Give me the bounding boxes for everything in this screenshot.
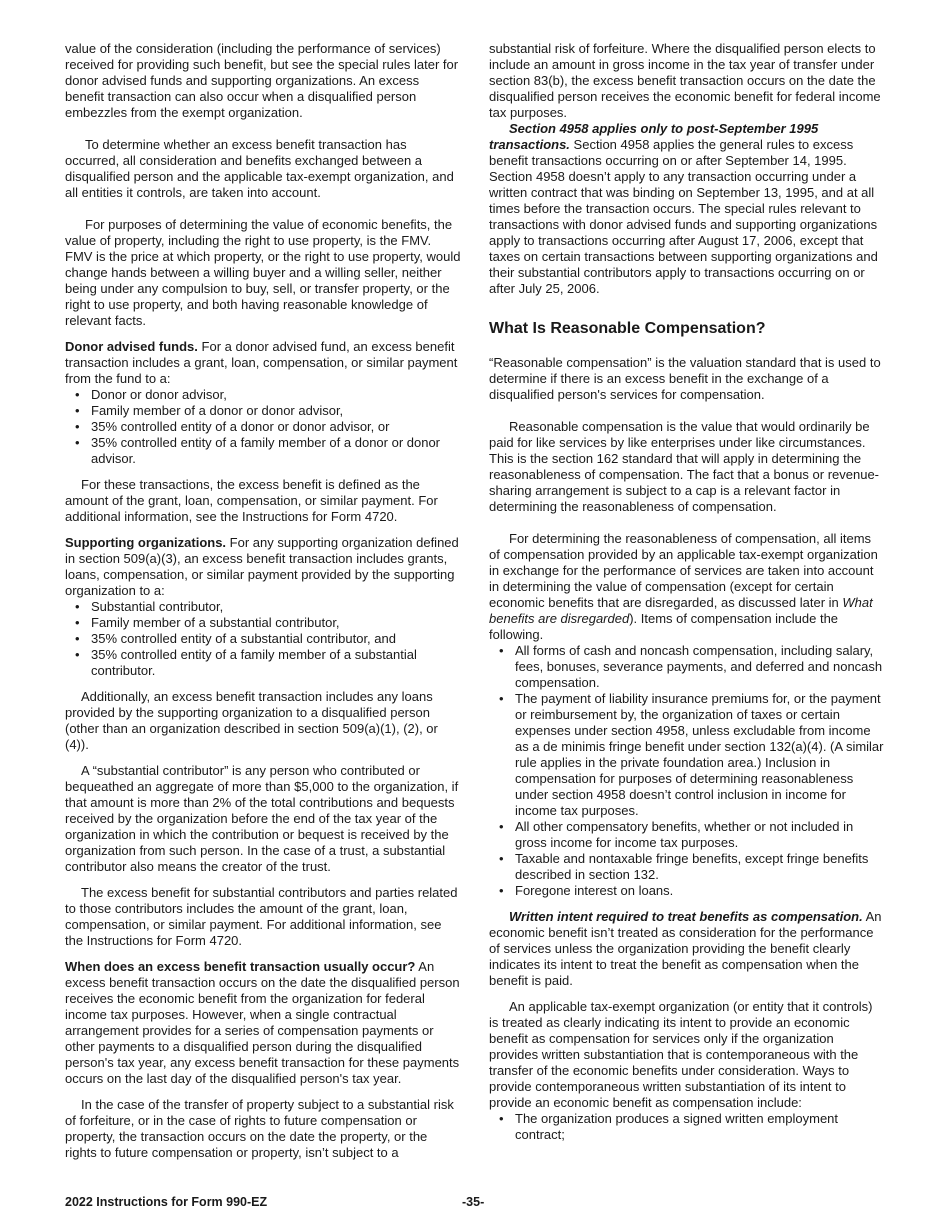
list-item: • All other compensatory benefits, whether or not included in gross income for income tax purposes.	[489, 819, 885, 851]
paragraph: A “substantial contributor” is any person who contributed or bequeathed an aggregate of more than $5,000 to the organization, if that amount is more than 2% of the total contributions and bequests received by the organization before the end of the tax year of the organization in which the contribution or bequest is received by the organization from such person. In the case of a trust, a substantial contributor also means the creator of the trust.	[65, 763, 459, 874]
list-item: • 35% controlled entity of a family member of a substantial contributor.	[65, 647, 461, 679]
list-item: • 35% controlled entity of a substantial contributor, and	[65, 631, 461, 647]
run-in-heading: Written intent required to treat benefits as compensation.	[509, 909, 863, 924]
paragraph: “Reasonable compensation” is the valuation standard that is used to determine if there is an excess benefit in the exchange of a disqualified person's services for compensation.	[489, 355, 881, 402]
page-number: -35-	[462, 1195, 485, 1209]
list-item: • Donor or donor advisor,	[65, 387, 461, 403]
list-item: • Family member of a substantial contributor,	[65, 615, 461, 631]
list-item: • Foregone interest on loans.	[489, 883, 885, 899]
paragraph: The excess benefit for substantial contributors and parties related to those contributors includes the amount of the grant, loan, compensation, or similar payment. For additional information, see the Instructions for Form 4720.	[65, 885, 458, 948]
paragraph-written-intent	[489, 909, 885, 989]
section-heading: What Is Reasonable Compensation?	[489, 320, 766, 337]
bullet-list	[489, 1111, 885, 1143]
paragraph: For these transactions, the excess benefit is defined as the amount of the grant, loan, compensation, or similar payment. For additional information, see the Instructions for Form 4720.	[65, 477, 438, 524]
run-in-heading: Supporting organizations.	[65, 535, 227, 550]
bullet-list	[65, 599, 461, 679]
paragraph-donor-advised-funds	[65, 339, 461, 387]
paragraph-text: Section 4958 applies the general rules to excess benefit transactions occurring on or after September 14, 1995. Section 4958 doesn’t apply to any transaction occurring under a written contract that was binding on September 13, 1995, and at all times before the transaction occurs. The special rules relevant to transactions with donor advised funds and supporting organizations apply to transactions occurring after August 17, 2006, except that taxes on certain transactions between supporting organizations and their substantial contributors apply to transactions occurring on or after July 25, 2006.	[489, 137, 878, 296]
list-item: • 35% controlled entity of a donor or donor advisor, or	[65, 419, 461, 435]
bullet-list	[65, 387, 461, 467]
run-in-heading: When does an excess benefit transaction usually occur?	[65, 959, 416, 974]
paragraph-supporting-organizations	[65, 535, 461, 599]
paragraph-section-4958	[489, 121, 885, 297]
list-item: • The payment of liability insurance premiums for, or the payment or reimbursement by, the organization of taxes or certain expenses under section 4958, unless excludable from income as a de minimis fringe benefit under section 132(a)(4). (A similar rule applies in the private foundation area.) Inclusion in compensation for purposes of determining reasonableness under section 4958 doesn’t control inclusion in income for income tax purposes.	[489, 691, 885, 819]
list-item: • The organization produces a signed written employment contract;	[489, 1111, 885, 1143]
paragraph-text: For any supporting organization defined in section 509(a)(3), an excess benefit transaction includes grants, loans, compensation, or similar payment provided by the supporting organization to a:	[65, 535, 459, 598]
paragraph-items-of-compensation	[489, 531, 885, 643]
run-in-heading: Section 4958 applies only to post-September 1995 transactions.	[489, 121, 819, 152]
paragraph: An applicable tax-exempt organization (or entity that it controls) is treated as clearly indicating its intent to provide an economic benefit as compensation for services only if the organization provides written substantiation that is contemporaneous with the transfer of the economic benefits under consideration. Ways to provide contemporaneous written substantiation of its intent to provide an economic benefit as compensation include:	[489, 999, 873, 1110]
paragraph-text: For a donor advised fund, an excess benefit transaction includes a grant, loan, compensation, or similar payment from the fund to a:	[65, 339, 458, 386]
paragraph: Reasonable compensation is the value that would ordinarily be paid for like services by like enterprises under like circumstances. This is the section 162 standard that will apply in determining the reasonableness of compensation. The fact that a bonus or revenue-sharing arrangement is subject to a cap is a relevant factor in determining the reasonableness of compensation.	[489, 419, 880, 514]
paragraph-text: An excess benefit transaction occurs on the date the disqualified person receives the economic benefit from the organization for federal income tax purposes. However, when a single contractual arrangement provides for a series of compensation payments or other payments to a disqualified person during the disqualified person's tax year, any excess benefit transaction for these payments occurs on the last day of the disqualified person's tax year.	[65, 959, 460, 1086]
paragraph-text: ). Items of compensation include the following.	[489, 611, 839, 642]
paragraph: substantial risk of forfeiture. Where the disqualified person elects to include an amount in gross income in the tax year of transfer under section 83(b), the excess benefit transaction occurs on the date the disqualified person receives the economic benefit for federal income tax purposes.	[489, 41, 881, 120]
cross-reference: What benefits are disregarded	[489, 595, 873, 626]
paragraph-text: An economic benefit isn’t treated as consideration for the performance of services unless the organization providing the benefit clearly indicates its intent to treat the benefit as compensation when the benefit is paid.	[489, 909, 882, 988]
list-item: • 35% controlled entity of a family member of a donor or donor advisor.	[65, 435, 461, 467]
list-item: • Substantial contributor,	[65, 599, 461, 615]
paragraph: To determine whether an excess benefit transaction has occurred, all consideration and benefits exchanged between a disqualified person and the applicable tax-exempt organization, and all entities it controls, are taken into account.	[65, 137, 454, 200]
bullet-list	[489, 643, 885, 899]
list-item: • Taxable and nontaxable fringe benefits, except fringe benefits described in section 132.	[489, 851, 885, 883]
paragraph: In the case of the transfer of property subject to a substantial risk of forfeiture, or in the case of rights to future compensation or property, the transaction occurs on the date the property, or the rights to future compensation or property, isn’t subject to a	[65, 1097, 454, 1160]
list-item: • All forms of cash and noncash compensation, including salary, fees, bonuses, severance payments, and deferred and noncash compensation.	[489, 643, 885, 691]
paragraph-text: For determining the reasonableness of compensation, all items of compensation provided by an applicable tax-exempt organization in exchange for the performance of services are taken into account in determining the value of compensation (except for certain economic benefits that are disregarded, as discussed later in	[489, 531, 878, 610]
right-column	[489, 41, 885, 1153]
left-column	[65, 41, 461, 1161]
paragraph: Additionally, an excess benefit transaction includes any loans provided by the supporting organization to a disqualified person (other than an organization described in section 509(a)(1), (2), or (4)).	[65, 689, 438, 752]
list-item: • Family member of a donor or donor advisor,	[65, 403, 461, 419]
paragraph-when-occur	[65, 959, 461, 1087]
paragraph: value of the consideration (including the performance of services) received for providing such benefit, but see the special rules later for donor advised funds and supporting organizations. An excess benefit transaction can also occur when a disqualified person embezzles from the exempt organization.	[65, 41, 459, 120]
footer-form-title: 2022 Instructions for Form 990-EZ	[65, 1195, 268, 1209]
paragraph: For purposes of determining the value of economic benefits, the value of property, including the right to use property, is the FMV. FMV is the price at which property, or the right to use property, would change hands between a willing buyer and a willing seller, neither being under any compulsion to buy, sell, or transfer property, or the right to use property, and both having reasonable knowledge of relevant facts.	[65, 217, 461, 328]
run-in-heading: Donor advised funds.	[65, 339, 198, 354]
